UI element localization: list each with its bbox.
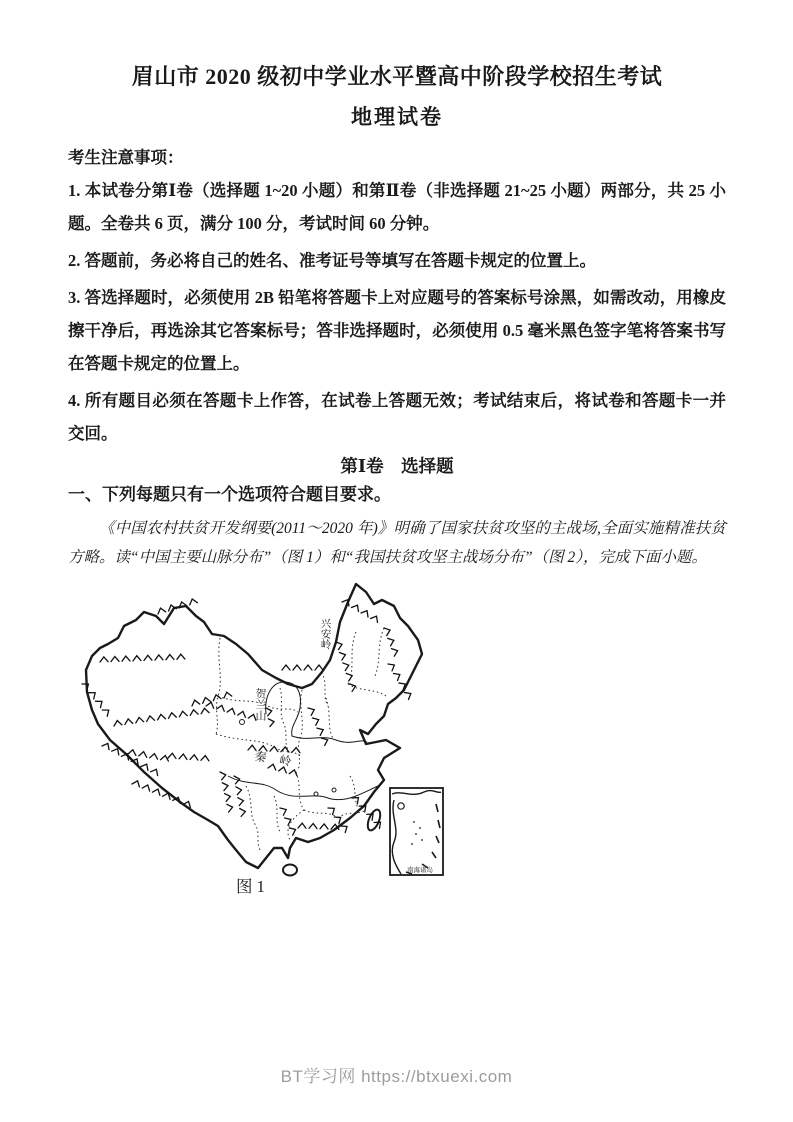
china-mountain-map-figure [70,576,462,908]
qinghai-lake [240,720,245,725]
inset-label-nanhai: 南海诸岛 [407,867,433,874]
altun-range [191,691,235,706]
poyang-lake [332,788,336,792]
xuefeng-range [280,806,298,838]
helan-ridge [266,707,275,730]
inset-islands [411,821,423,845]
china-map-svg [70,576,462,908]
notice-item-4: 4. 所有题目必须在答题卡上作答，在试卷上答题无效；考试结束后，将试卷和答题卡一并交回。 [68,391,726,443]
inset-dash-line [406,804,440,874]
notice-item-1: 1. 本试卷分第Ⅰ卷（选择题 1~20 小题）和第Ⅱ卷（非选择题 21~25 小题）两部分，共 25 小题。全卷共 6 页，满分 100 分，考试时间 60 分钟。 [68,181,726,233]
taihang-range [308,706,330,748]
tianshan-range [100,654,188,662]
mountain-ranges [82,597,414,838]
taiwan-island [365,808,383,832]
changbai-range-2 [388,662,414,703]
notice-item-2: 2. 答题前，务必将自己的姓名、准考证号等填写在答题卡规定的位置上。 [68,251,596,270]
page-content [68,62,726,908]
hainan-island [283,865,297,876]
himalaya-range-2 [132,779,195,808]
question-intro: 《中国农村扶贫开发纲要(2011～2020 年)》明确了国家扶贫攻坚的主战场,全面实施精准扶贫方略。读“中国主要山脉分布”（图 1）和“我国扶贫攻坚主战场分布”（图 2），完成下面小题。 [68,520,726,566]
greater-khingan-range [336,640,358,694]
paper-subtitle: 地理试卷 [351,105,443,129]
china-outline-path [86,584,422,868]
changbai-range-1 [384,626,400,659]
map-label-xinganling: 兴安岭 [319,618,331,650]
tanggula-range [168,753,212,761]
footer-watermark: BT学习网 https://btxuexi.com [280,1067,513,1086]
altai-range [157,597,201,614]
yangtze-river [228,776,378,800]
notice-item-3: 3. 答选择题时，必须使用 2B 铅笔将答题卡上对应题号的答案标号涂黑，如需改动，用橡皮擦干净后，再选涂其它答案标号；答非选择题时，必须使用 0.5 毫米黑色签字笔将答案书写在答题卡规定的位置上。 [68,288,726,373]
map-label-helanshan: 贺兰山 [254,688,266,721]
qilian-range [206,701,260,721]
section-instruction: 一、下列每题只有一个选项符合题目要求。 [68,485,391,504]
kunlun-range [113,707,212,726]
south-china-sea-inset [390,788,443,875]
map-caption: 图 1 [236,877,265,896]
notice-heading: 考生注意事项： [68,148,184,167]
section-title: 第Ⅰ卷 选择题 [340,456,454,476]
yinshan-range [282,665,326,670]
map-label-qinling: 秦岭 [253,749,306,771]
page-title: 眉山市 2020 级初中学业水平暨高中阶段学校招生考试 [131,64,663,89]
dongting-lake [314,792,318,796]
